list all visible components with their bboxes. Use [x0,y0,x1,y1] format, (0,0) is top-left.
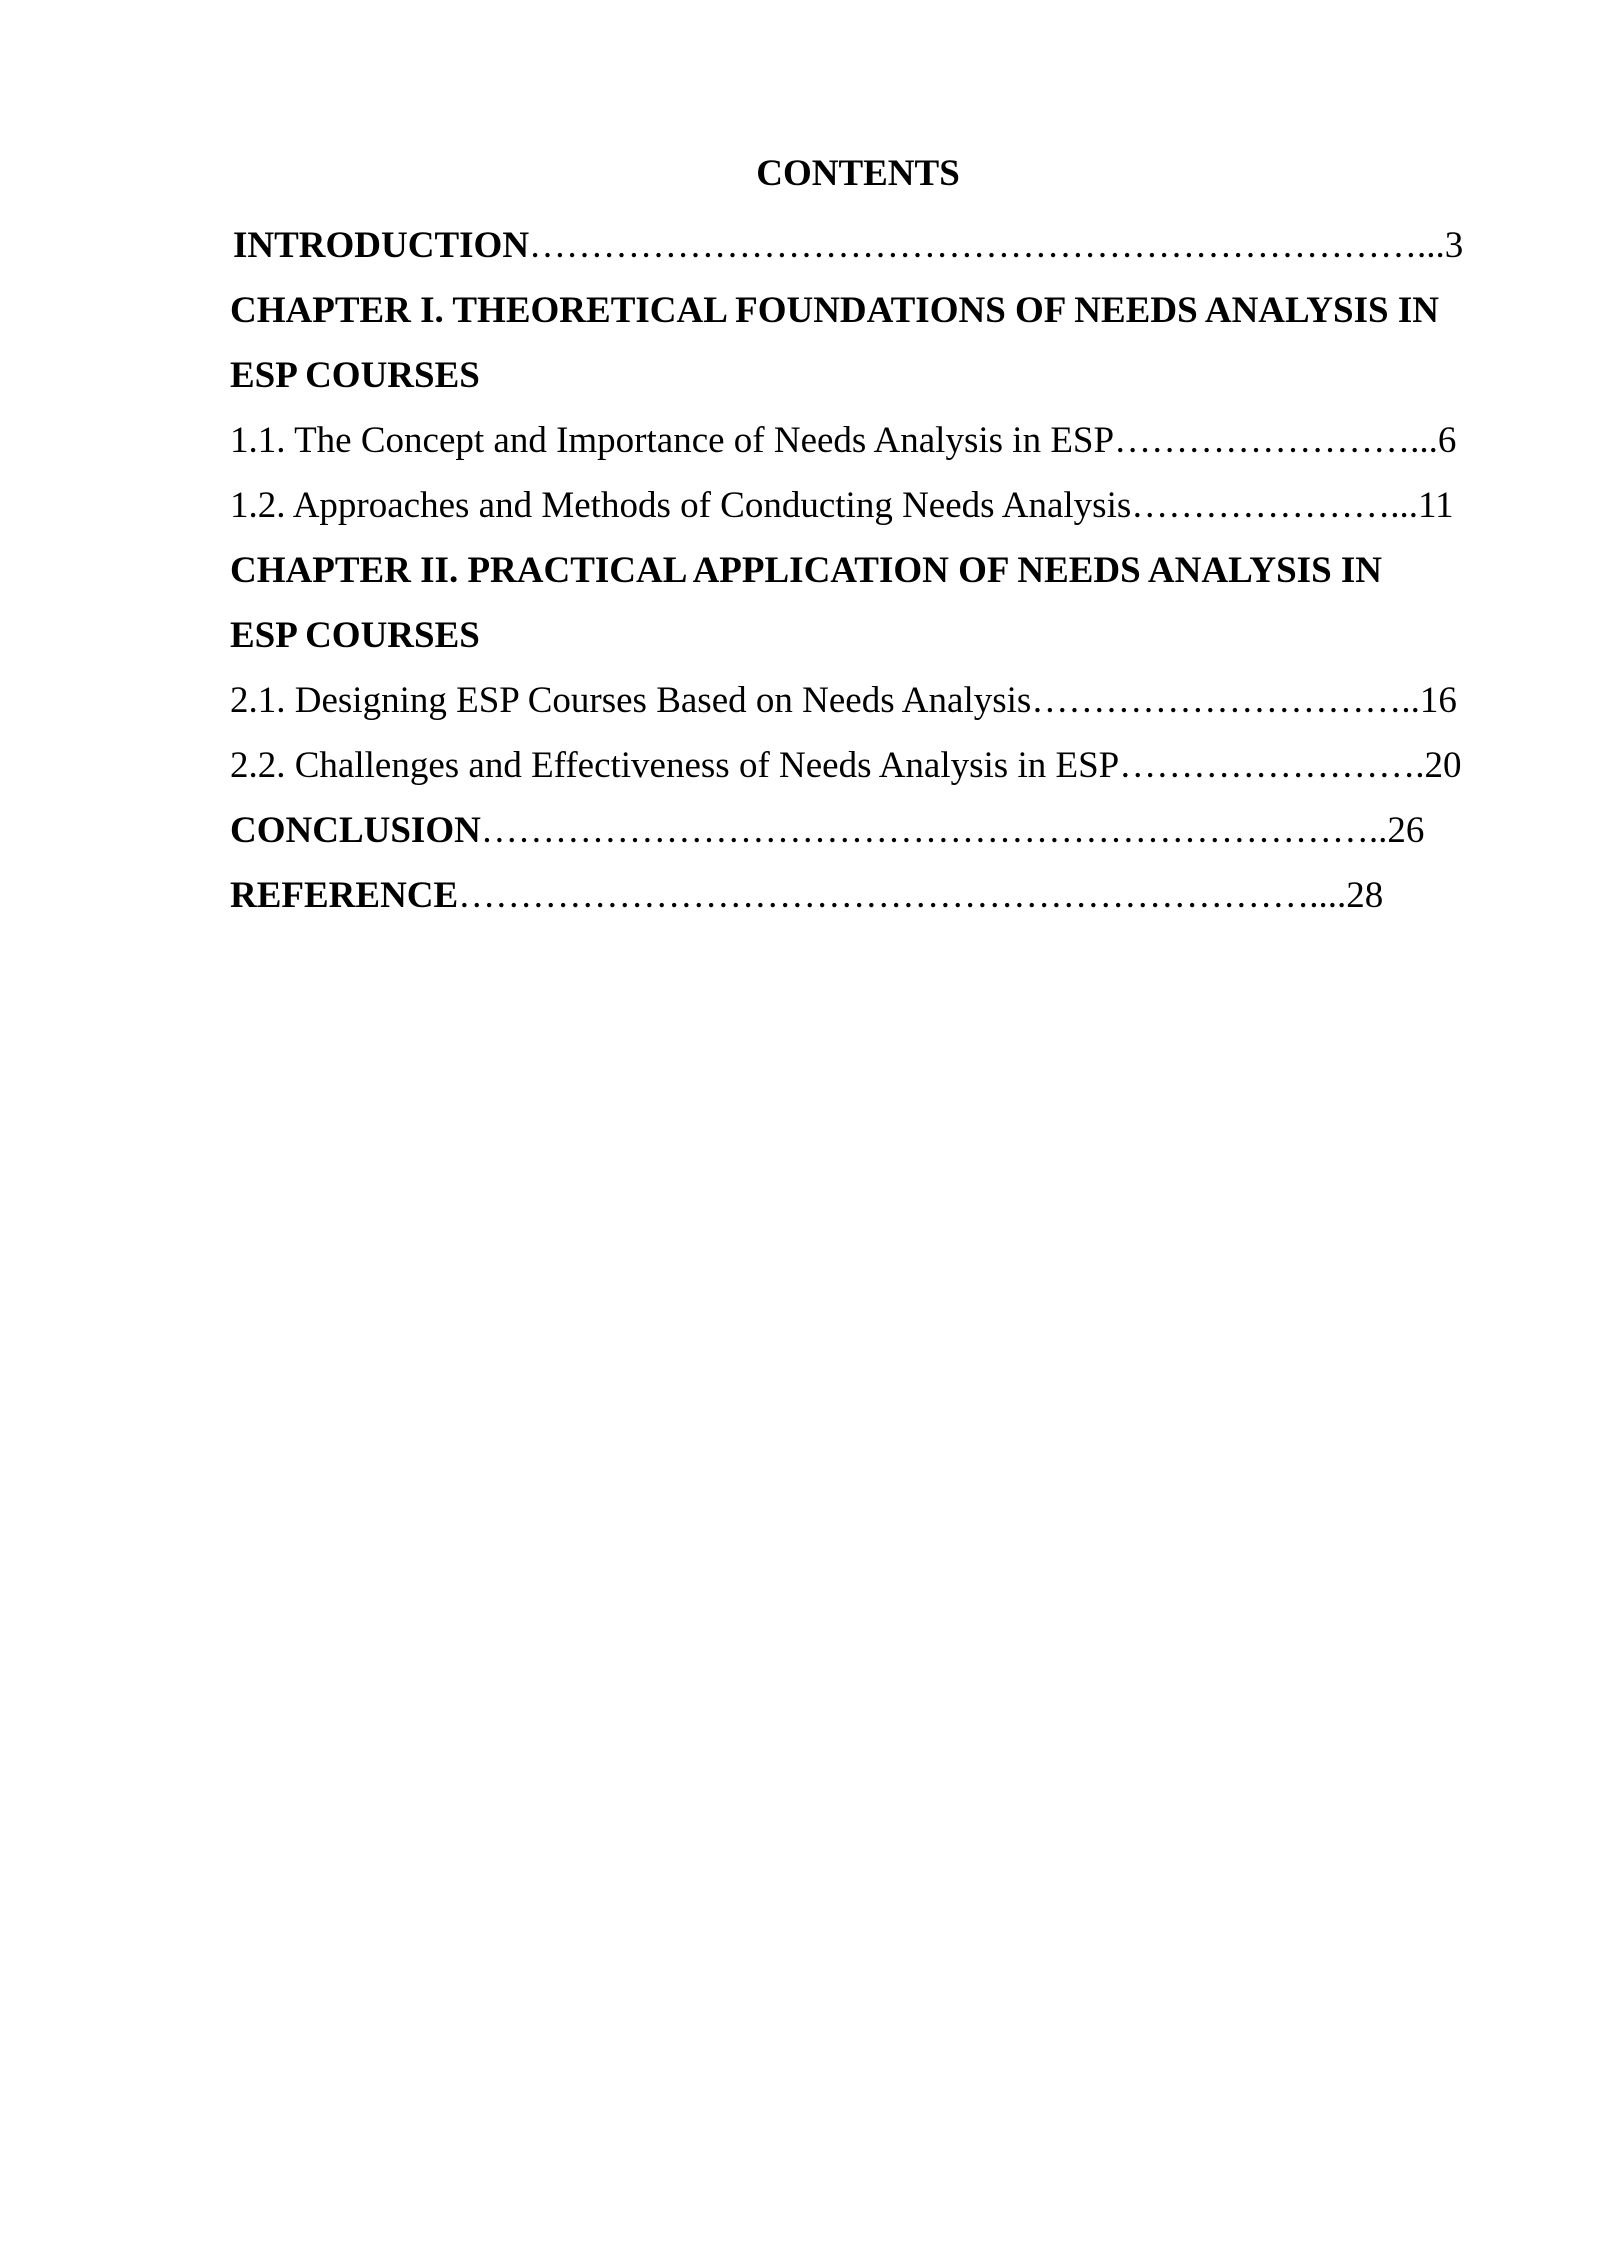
toc-entry-title: CHAPTER I. THEORETICAL FOUNDATIONS OF NEEDS ANALYSIS IN [230,290,1439,331]
toc-entry-leader: ……………………... [1114,420,1438,461]
toc-entry-reference [230,863,1486,928]
toc-entry-section-1-1 [230,408,1486,473]
toc-entry-title: ESP COURSES [230,355,480,396]
toc-entry-introduction [230,213,1486,278]
toc-entry-page: 20 [1424,745,1462,786]
toc-entry-page: 3 [1444,225,1464,266]
toc-entry-section-1-2 [230,473,1486,538]
toc-entry-section-2-2 [230,733,1486,798]
toc-entry-chapter-2 [230,538,1486,603]
toc-entry-leader: ………………………………………………………………... [529,225,1445,266]
toc-entry-title: INTRODUCTION [233,225,530,266]
toc-entry-page: 11 [1418,485,1454,526]
toc-entry-page: 28 [1346,875,1384,916]
toc-entry-leader: ……………………………………………………………….. [480,810,1388,851]
toc-entry-chapter-1 [230,278,1486,343]
toc-entry-section-2-1 [230,668,1486,733]
toc-entry-page: 16 [1419,680,1457,721]
toc-entry-leader: ……………………. [1119,745,1425,786]
toc-entry-chapter-2-continued [230,603,1486,668]
toc-entry-title: CONCLUSION [230,810,481,851]
contents-heading: CONTENTS [756,153,960,194]
toc-entry-page: 6 [1437,420,1457,461]
toc-entry-chapter-1-continued [230,343,1486,408]
toc-entry-title: CHAPTER II. PRACTICAL APPLICATION OF NEEDS ANALYSIS IN [230,550,1383,591]
toc-entry-leader: ………………………….. [1031,680,1420,721]
toc-entry-title: 2.2. Challenges and Effectiveness of Needs Analysis in ESP [230,745,1120,786]
toc-entry-title: 2.1. Designing ESP Courses Based on Needs Analysis [230,680,1032,721]
toc-entry-title: ESP COURSES [230,615,480,656]
toc-entry-title: 1.1. The Concept and Importance of Needs Analysis in ESP [230,420,1115,461]
toc-entry-conclusion [230,798,1486,863]
table-of-contents [230,213,1486,928]
toc-entry-title: REFERENCE [230,875,459,916]
toc-entry-title: 1.2. Approaches and Methods of Conducting Needs Analysis [230,485,1132,526]
toc-entry-leader: …………………………………………………………….... [458,875,1347,916]
toc-entry-page: 26 [1387,810,1425,851]
toc-entry-leader: …………………... [1131,485,1418,526]
